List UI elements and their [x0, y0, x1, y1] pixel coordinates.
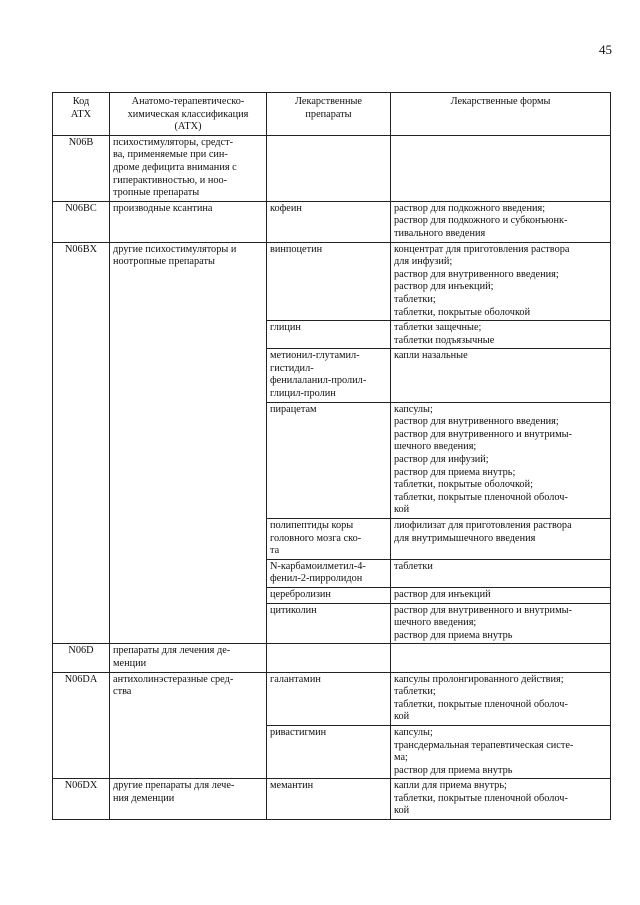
dosage-forms-cell	[391, 135, 611, 201]
drug-name-cell: кофеин	[267, 201, 391, 242]
header-drugs: Лекарственные препараты	[267, 93, 391, 136]
atx-classification-cell: препараты для лечения де- менции	[110, 644, 267, 672]
atx-classification-cell: психостимуляторы, средст- ва, применяемые при син- дроме дефицита внимания с гиперактивностью, и ноо- тропные препараты	[110, 135, 267, 201]
header-code: Код АТХ	[53, 93, 110, 136]
atx-classification-cell: антихолинэстеразные сред- ства	[110, 672, 267, 779]
drug-name-cell	[267, 135, 391, 201]
atx-code-cell: N06B	[53, 135, 110, 201]
dosage-forms-cell: таблетки защечные; таблетки подъязычные	[391, 321, 611, 349]
dosage-forms-cell: лиофилизат для приготовления раствора для внутримышечного введения	[391, 519, 611, 560]
atx-code-cell: N06BX	[53, 242, 110, 644]
page-number: 45	[599, 42, 612, 57]
table-row	[53, 242, 611, 321]
dosage-forms-cell: капсулы пролонгированного действия; таблетки; таблетки, покрытые пленочной оболоч- кой	[391, 672, 611, 725]
table-row	[53, 644, 611, 672]
table-header-row	[53, 93, 611, 136]
drug-name-cell: метионил-глутамил- гистидил- фенилаланил-пролил- глицил-пролин	[267, 349, 391, 402]
dosage-forms-cell: капли для приема внутрь; таблетки, покрытые пленочной оболоч- кой	[391, 779, 611, 820]
header-forms: Лекарственные формы	[391, 93, 611, 136]
table-row	[53, 135, 611, 201]
atx-classification-table	[52, 92, 611, 820]
atx-code-cell: N06D	[53, 644, 110, 672]
table-body	[53, 135, 611, 819]
drug-name-cell	[267, 644, 391, 672]
atx-code-cell: N06DA	[53, 672, 110, 779]
dosage-forms-cell: таблетки	[391, 559, 611, 587]
dosage-forms-cell: капсулы; раствор для внутривенного введения; раствор для внутривенного и внутримы- шечного введения; раствор для инфузий; раствор для приема внутрь; таблетки, покрытые оболочкой; таблетки, покрытые пленочной оболоч- кой	[391, 402, 611, 518]
drug-name-cell: мемантин	[267, 779, 391, 820]
dosage-forms-cell: капсулы; трансдермальная терапевтическая систе- ма; раствор для приема внутрь	[391, 725, 611, 778]
drug-name-cell: глицин	[267, 321, 391, 349]
drug-name-cell: церебролизин	[267, 587, 391, 603]
atx-classification-cell: другие препараты для лече- ния деменции	[110, 779, 267, 820]
atx-classification-cell: производные ксантина	[110, 201, 267, 242]
dosage-forms-cell: раствор для внутривенного и внутримы- шечного введения; раствор для приема внутрь	[391, 603, 611, 644]
dosage-forms-cell: раствор для подкожного введения; раствор для подкожного и субконъюнк- тивального введения	[391, 201, 611, 242]
atx-code-cell: N06DX	[53, 779, 110, 820]
dosage-forms-cell	[391, 644, 611, 672]
drug-name-cell: винпоцетин	[267, 242, 391, 321]
table-row	[53, 672, 611, 725]
dosage-forms-cell: капли назальные	[391, 349, 611, 402]
drug-name-cell: галантамин	[267, 672, 391, 725]
dosage-forms-cell: концентрат для приготовления раствора для инфузий; раствор для внутривенного введения; раствор для инъекций; таблетки; таблетки, покрытые оболочкой	[391, 242, 611, 321]
drug-name-cell: пирацетам	[267, 402, 391, 518]
atx-classification-cell: другие психостимуляторы и ноотропные препараты	[110, 242, 267, 644]
atx-code-cell: N06BC	[53, 201, 110, 242]
drug-name-cell: N-карбамоилметил-4- фенил-2-пирролидон	[267, 559, 391, 587]
drug-name-cell: ривастигмин	[267, 725, 391, 778]
drug-name-cell: цитиколин	[267, 603, 391, 644]
header-classification: Анатомо-терапевтическо- химическая классификация (АТХ)	[110, 93, 267, 136]
table-row	[53, 779, 611, 820]
table-row	[53, 201, 611, 242]
dosage-forms-cell: раствор для инъекций	[391, 587, 611, 603]
drug-name-cell: полипептиды коры головного мозга ско- та	[267, 519, 391, 560]
